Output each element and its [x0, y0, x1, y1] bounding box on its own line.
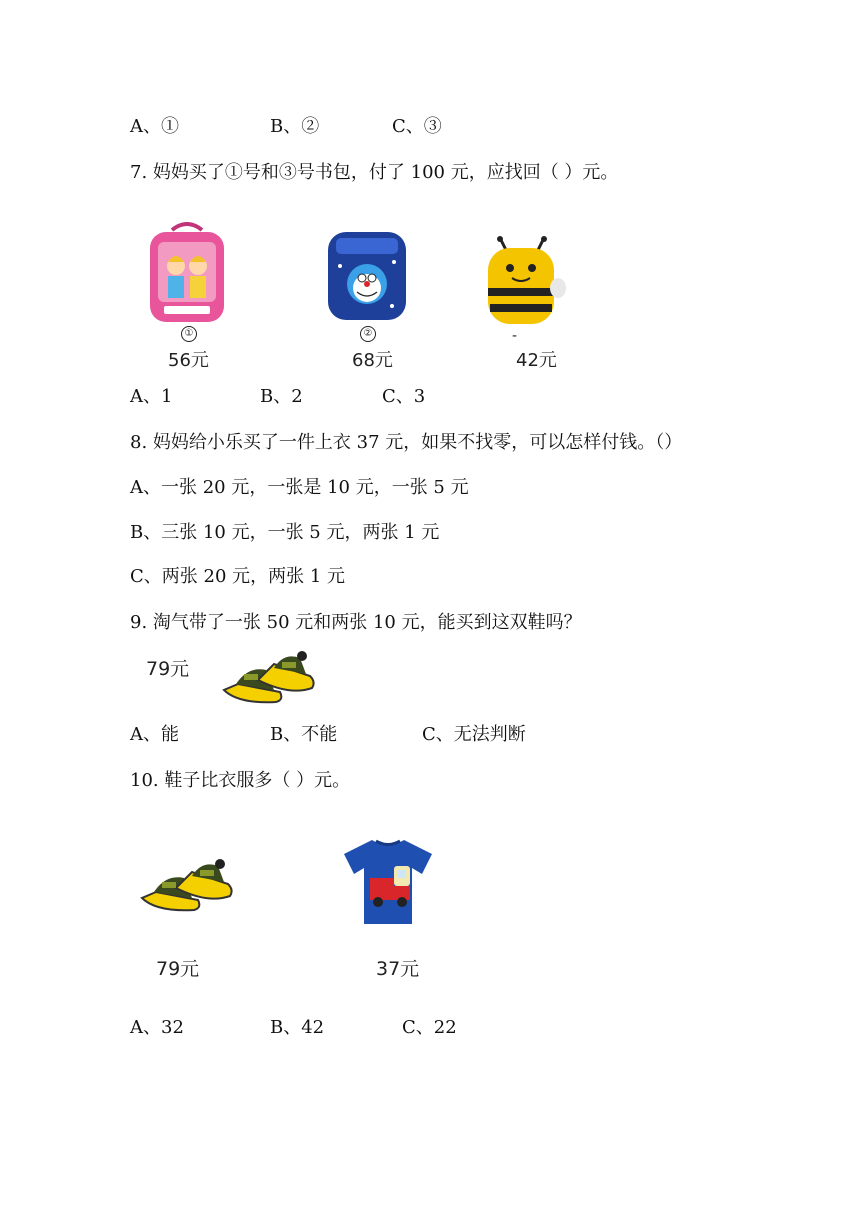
bag2-price: 68元	[352, 350, 393, 371]
sandals-image	[218, 644, 318, 710]
pink-backpack-image	[144, 222, 230, 326]
q8-question: 8. 妈妈给小乐买了一件上衣 37 元，如果不找零，可以怎样付钱。（）	[130, 432, 683, 453]
q9-option-a[interactable]: A、能	[130, 724, 179, 745]
bag3-marker: -	[512, 328, 518, 344]
q10-option-c[interactable]: C、22	[402, 1017, 457, 1038]
sandals-image-2	[136, 850, 236, 920]
q6-option-c[interactable]: C、③	[392, 116, 442, 137]
q9-question: 9. 淘气带了一张 50 元和两张 10 元，能买到这双鞋吗？	[130, 612, 582, 633]
q9-option-c[interactable]: C、无法判断	[422, 724, 526, 745]
tshirt-image	[342, 836, 434, 926]
bag1-price: 56元	[168, 350, 209, 371]
blue-backpack-image	[322, 226, 412, 324]
q8-option-b[interactable]: B、三张 10 元，一张 5 元，两张 1 元	[130, 522, 440, 543]
q10-question: 10. 鞋子比衣服多（ ）元。	[130, 770, 351, 791]
q8-option-c[interactable]: C、两张 20 元，两张 1 元	[130, 566, 346, 587]
q7-option-b[interactable]: B、2	[260, 386, 303, 407]
bee-backpack-image	[478, 236, 568, 328]
q10-option-a[interactable]: A、32	[130, 1017, 184, 1038]
q7-option-c[interactable]: C、3	[382, 386, 426, 407]
q7-option-a[interactable]: A、1	[130, 386, 173, 407]
q6-option-a[interactable]: A、①	[130, 116, 179, 137]
q9-option-b[interactable]: B、不能	[270, 724, 338, 745]
bag1-marker: ①	[181, 326, 197, 342]
bag2-marker: ②	[360, 326, 376, 342]
q7-question: 7. 妈妈买了①号和③号书包，付了 100 元，应找回（ ）元。	[130, 162, 619, 183]
bag3-price: 42元	[516, 350, 557, 371]
q10-shirt-price: 37元	[376, 958, 420, 980]
q6-option-b[interactable]: B、②	[270, 116, 320, 137]
q8-option-a[interactable]: A、一张 20 元，一张是 10 元，一张 5 元	[130, 477, 469, 498]
q10-option-b[interactable]: B、42	[270, 1017, 325, 1038]
q9-shoe-price: 79元	[146, 658, 190, 680]
q10-shoe-price: 79元	[156, 958, 200, 980]
